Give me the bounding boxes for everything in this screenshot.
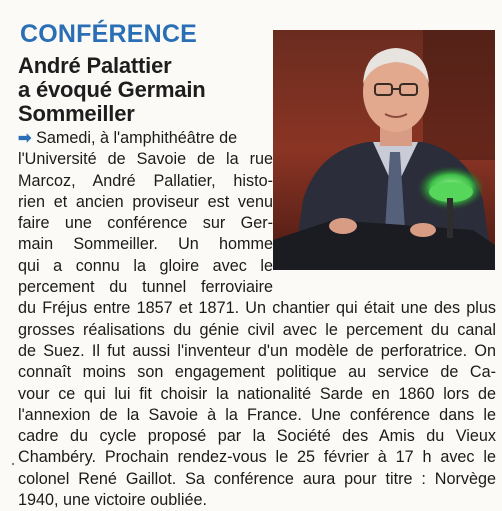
headline-line-2: a évoqué Germain <box>18 77 206 102</box>
body-line-14: l'annexion de la Savoie à la France. Une conférence dans le <box>18 405 496 424</box>
margin-dot <box>12 463 14 465</box>
body-line-18: 1940, une victoire oubliée. <box>18 491 207 510</box>
body-line-16: Chambéry. Prochain rendez-vous le 25 février à 17 h avec le <box>18 448 496 467</box>
article-body <box>18 128 496 511</box>
body-line-12: connaît moins son engagement politique au service de Ca- <box>18 363 496 382</box>
arrow-icon: ➡ <box>18 129 32 147</box>
headline-line-3: Sommeiller <box>18 101 135 126</box>
body-line-6: main Sommeiller. Un homme <box>18 235 273 254</box>
body-line-9: du Fréjus entre 1857 et 1871. Un chantier qui était une des plus <box>18 299 496 318</box>
body-line-3: Marcoz, André Pallatier, histo- <box>18 171 273 190</box>
body-line-11: de Suez. Il fut aussi l'inventeur d'un modèle de perforatrice. On <box>18 341 496 360</box>
article-kicker: CONFÉRENCE <box>20 20 198 48</box>
headline-line-1: André Palattier <box>18 53 172 78</box>
body-line-15: cadre du cycle proposé par la Société des Amis du Vieux <box>18 427 496 446</box>
body-line-7: qui a connu la gloire avec le <box>18 256 273 275</box>
article-headline <box>18 54 268 126</box>
body-line-13: vour ce qui lui fit choisir la nationalité Sarde en 1860 lors de <box>18 384 496 403</box>
body-line-17: colonel René Gaillot. Sa conférence aura pour titre : Norvège <box>18 469 496 488</box>
body-line-10: grosses réalisations du génie civil avec le percement du canal <box>18 320 496 339</box>
body-line-5: faire une conférence sur Ger- <box>18 214 273 233</box>
body-line-1-text: Samedi, à l'amphithéâtre de <box>31 129 238 147</box>
body-line-8: percement du tunnel ferroviaire <box>18 278 273 297</box>
body-line-2: l'Université de Savoie de la rue <box>18 150 273 169</box>
body-line-4: rien et ancien proviseur est venu <box>18 192 273 211</box>
body-line-1 <box>18 128 273 149</box>
